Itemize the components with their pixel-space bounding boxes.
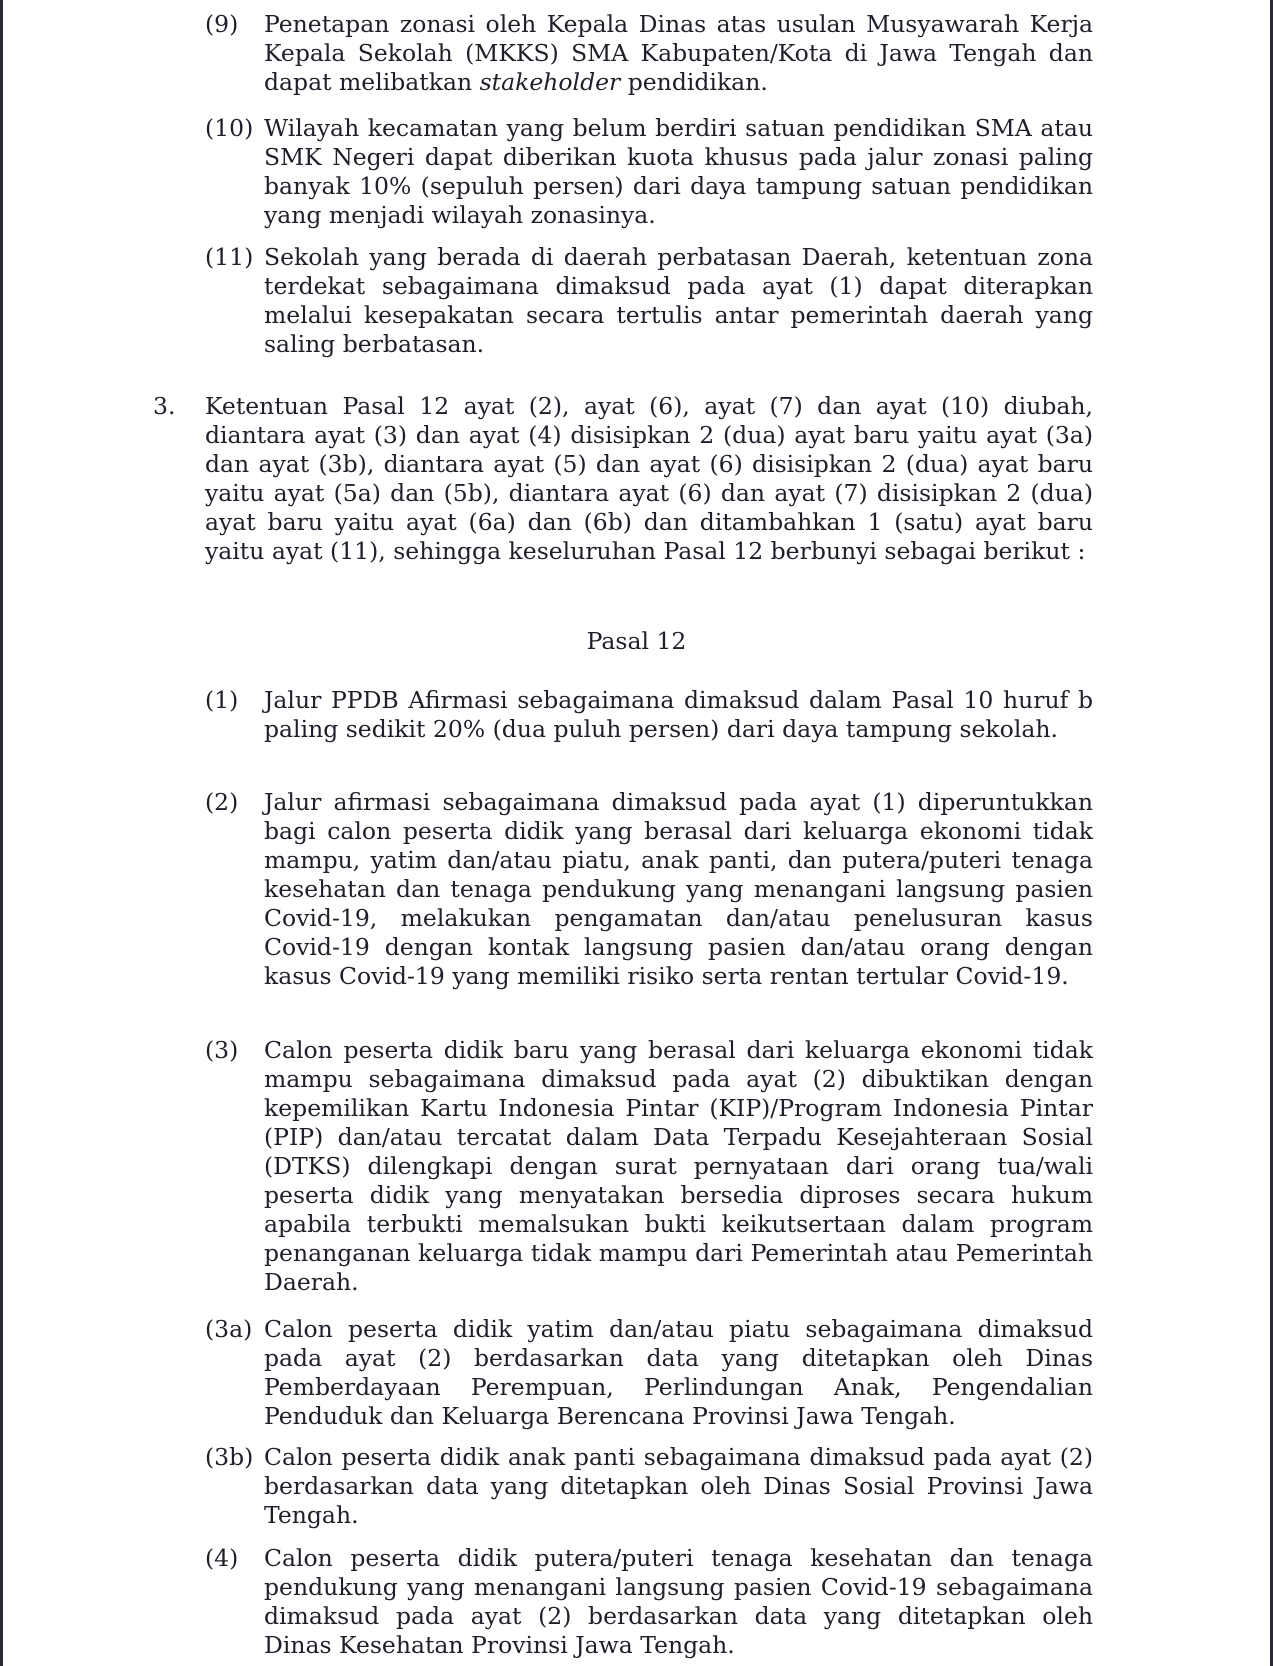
ayat-9 [205, 10, 1093, 97]
ayat-number: (4) [205, 1544, 239, 1572]
pasal-12-ayat-2 [205, 788, 1093, 991]
ayat-text-part: pendidikan. [620, 68, 768, 96]
ayat-11 [205, 243, 1093, 359]
pasal-12-ayat-4 [205, 1544, 1093, 1660]
ayat-number: (10) [205, 114, 254, 142]
pasal-title: Pasal 12 [586, 627, 687, 655]
ayat-number: (11) [205, 243, 254, 271]
pasal-12-ayat-3b [205, 1443, 1093, 1530]
pasal-12-ayat-3 [205, 1036, 1093, 1297]
ayat-text: Calon peserta didik yatim dan/atau piatu sebagaimana dimaksud pada ayat (2) berdasarkan data yang ditetapkan oleh Dinas Pemberdayaan Perempuan, Perlindungan Anak, Pengendalian Penduduk dan Keluarga Berencana Provinsi Jawa Tengah. [264, 1315, 1093, 1430]
point-3 [153, 392, 1093, 566]
ayat-number: (3) [205, 1036, 239, 1064]
pasal-12-ayat-1 [205, 686, 1093, 744]
ayat-text: Wilayah kecamatan yang belum berdiri satuan pendidikan SMA atau SMK Negeri dapat diberikan kuota khusus pada jalur zonasi paling banyak 10% (sepuluh persen) dari daya tampung satuan pendidikan yang menjadi wilayah zonasinya. [264, 114, 1093, 229]
ayat-number: (9) [205, 10, 239, 38]
ayat-text-italic: stakeholder [479, 68, 621, 96]
ayat-text: Jalur PPDB Afirmasi sebagaimana dimaksud dalam Pasal 10 huruf b paling sedikit 20% (dua puluh persen) dari daya tampung sekolah. [264, 686, 1093, 743]
point-number: 3. [153, 392, 176, 420]
ayat-number: (2) [205, 788, 239, 816]
ayat-text: Calon peserta didik anak panti sebagaimana dimaksud pada ayat (2) berdasarkan data yang ditetapkan oleh Dinas Sosial Provinsi Jawa Tengah. [264, 1443, 1093, 1529]
ayat-text-part: Penetapan zonasi oleh Kepala Dinas atas usulan Musyawarah Kerja Kepala Sekolah (MKKS) SMA Kabupaten/Kota di Jawa Tengah dan dapat melibatkan [264, 10, 1093, 96]
ayat-text: Sekolah yang berada di daerah perbatasan Daerah, ketentuan zona terdekat sebagaimana dimaksud pada ayat (1) dapat diterapkan melalui kesepakatan secara tertulis antar pemerintah daerah yang saling berbatasan. [264, 243, 1093, 358]
scan-edge-left [0, 0, 3, 1666]
ayat-number: (3a) [205, 1315, 253, 1343]
ayat-text: Calon peserta didik baru yang berasal dari keluarga ekonomi tidak mampu sebagaimana dimaksud pada ayat (2) dibuktikan dengan kepemilikan Kartu Indonesia Pintar (KIP)/Program Indonesia Pintar (PIP) dan/atau tercatat dalam Data Terpadu Kesejahteraan Sosial (DTKS) dilengkapi dengan surat pernyataan dari orang tua/wali peserta didik yang menyatakan bersedia diproses secara hukum apabila terbukti memalsukan bukti keikutsertaan dalam program penanganan keluarga tidak mampu dari Pemerintah atau Pemerintah Daerah. [264, 1036, 1093, 1296]
ayat-text: Jalur afirmasi sebagaimana dimaksud pada ayat (1) diperuntukkan bagi calon peserta didik yang berasal dari keluarga ekonomi tidak mampu, yatim dan/atau piatu, anak panti, dan putera/puteri tenaga kesehatan dan tenaga pendukung yang menangani langsung pasien Covid-19, melakukan pengamatan dan/atau penelusuran kasus Covid-19 dengan kontak langsung pasien dan/atau orang dengan kasus Covid-19 yang memiliki risiko serta rentan tertular Covid-19. [264, 788, 1093, 990]
ayat-text [264, 10, 1093, 97]
ayat-number: (1) [205, 686, 239, 714]
ayat-10 [205, 114, 1093, 230]
ayat-number: (3b) [205, 1443, 254, 1471]
pasal-12-ayat-3a [205, 1315, 1093, 1431]
ayat-text: Calon peserta didik putera/puteri tenaga kesehatan dan tenaga pendukung yang menangani langsung pasien Covid-19 sebagaimana dimaksud pada ayat (2) berdasarkan data yang ditetapkan oleh Dinas Kesehatan Provinsi Jawa Tengah. [264, 1544, 1093, 1659]
point-text: Ketentuan Pasal 12 ayat (2), ayat (6), ayat (7) dan ayat (10) diubah, diantara ayat (3) dan ayat (4) disisipkan 2 (dua) ayat baru yaitu ayat (3a) dan ayat (3b), diantara ayat (5) dan ayat (6) disisipkan 2 (dua) ayat baru yaitu ayat (5a) dan (5b), diantara ayat (6) dan ayat (7) disisipkan 2 (dua) ayat baru yaitu ayat (6a) dan (6b) dan ditambahkan 1 (satu) ayat baru yaitu ayat (11), sehingga keseluruhan Pasal 12 berbunyi sebagai berikut : [205, 392, 1093, 565]
